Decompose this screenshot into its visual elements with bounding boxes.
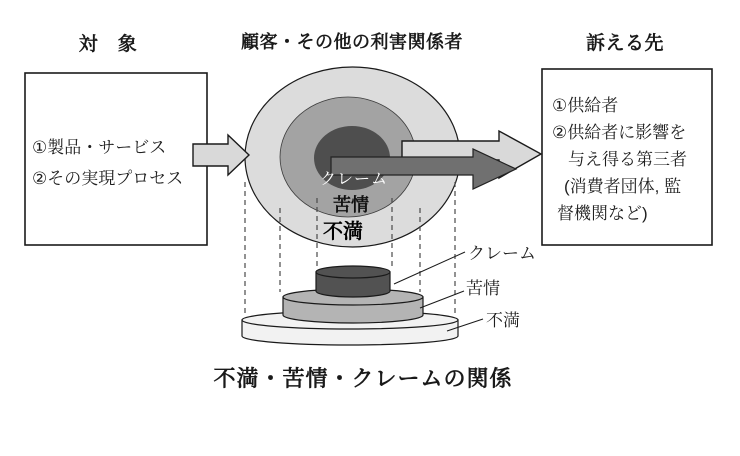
venn-complaint-label: 苦情: [333, 195, 369, 215]
disc-dissatisfaction-label: 不満: [486, 311, 520, 330]
appeal-box-line-3: 与え得る第三者: [568, 150, 687, 169]
target-box-line-2: ②その実現プロセス: [32, 169, 184, 188]
appeal-box-line-4: (消費者団体, 監: [564, 177, 682, 196]
appeal-box-line-1: ①供給者: [552, 96, 619, 115]
target-box: [25, 73, 207, 245]
disc-top-top: [316, 266, 390, 278]
figure-caption: 不満・苦情・クレームの関係: [213, 366, 513, 391]
appeal-box-line-5: 督機関など): [557, 204, 648, 223]
venn-dissatisfaction-label: 不満: [323, 221, 363, 243]
leader-line-claim: [394, 252, 465, 284]
disc-claim-label: クレーム: [468, 244, 536, 263]
disc-complaint-label: 苦情: [466, 279, 500, 298]
target-title: 対 象: [78, 34, 138, 55]
venn-claim-label: クレーム: [319, 171, 389, 188]
leader-line-complaint: [420, 291, 464, 308]
stakeholders-title: 顧客・その他の利害関係者: [241, 32, 463, 52]
appeal-title: 訴える先: [585, 33, 665, 54]
target-box-line-1: ①製品・サービス: [32, 138, 167, 157]
appeal-box-line-2: ②供給者に影響を: [552, 123, 687, 142]
